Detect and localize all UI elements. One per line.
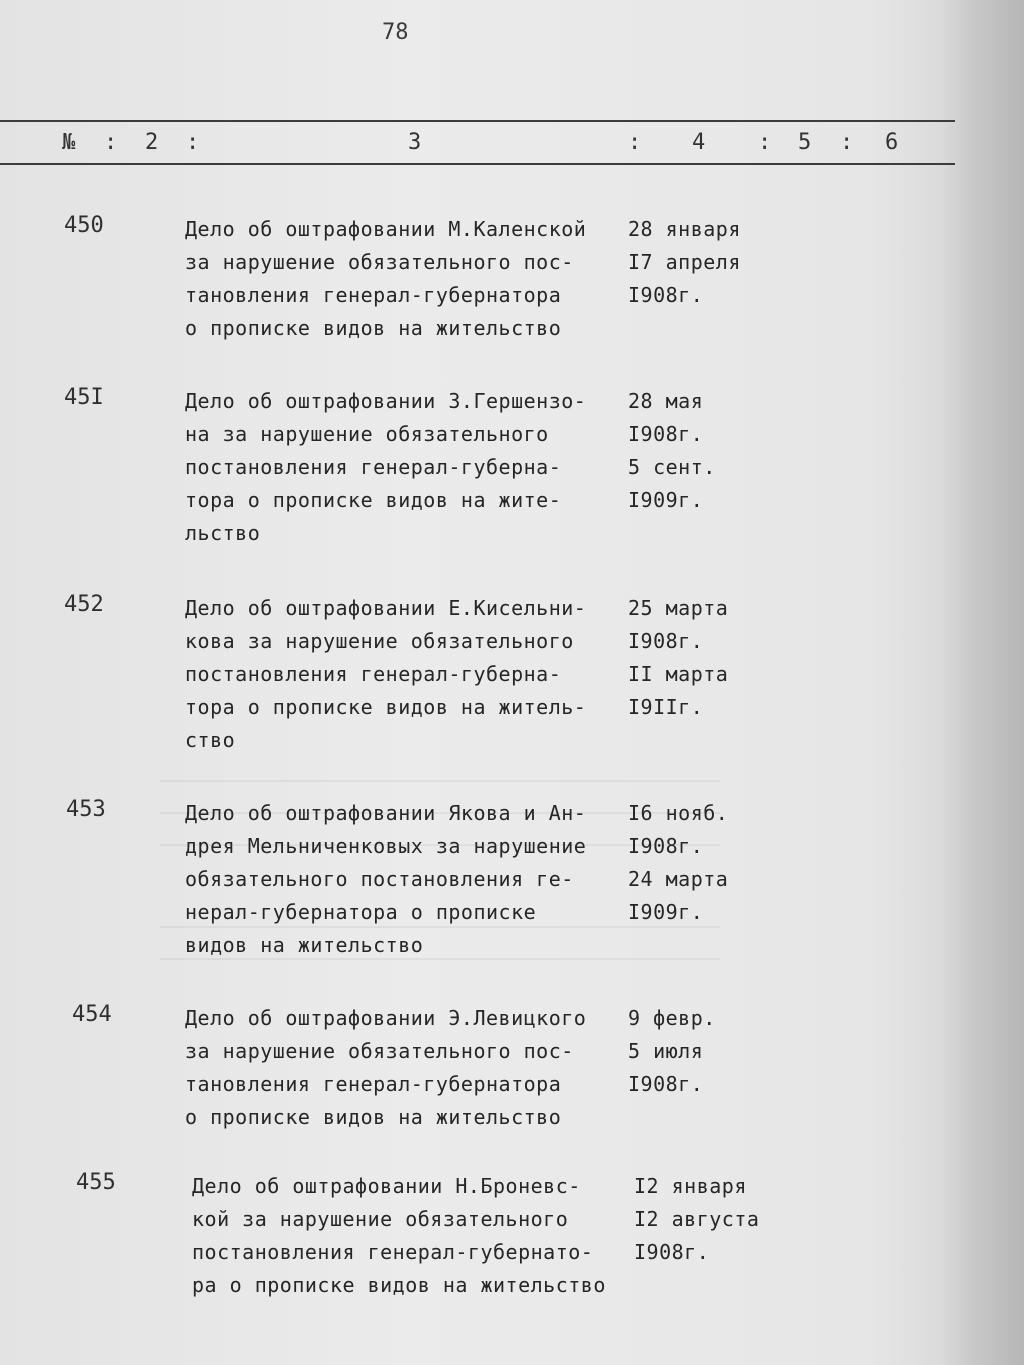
column-separator: : (186, 130, 200, 155)
date-line: 28 мая (628, 389, 704, 413)
description-line: о прописке видов на жительство (185, 1105, 562, 1129)
entry-description (185, 1002, 625, 1134)
description-line: Дело об оштрафовании Э.Левицкого (185, 1006, 587, 1030)
date-line: 5 июля (628, 1039, 704, 1063)
description-line: на за нарушение обязательного (185, 422, 549, 446)
description-line: Дело об оштрафовании М.Каленской (185, 217, 587, 241)
date-line: I2 августа (634, 1207, 760, 1231)
date-line: I908г. (628, 1072, 704, 1096)
description-line: постановления генерал-губернато- (192, 1240, 594, 1264)
column-separator: : (758, 130, 772, 155)
description-line: кой за нарушение обязательного (192, 1207, 569, 1231)
description-line: постановления генерал-губерна- (185, 455, 562, 479)
column-header-row (0, 130, 955, 160)
description-line: нерал-губернатора о прописке (185, 900, 537, 924)
entry-description (192, 1170, 632, 1302)
date-line: 28 января (628, 217, 741, 241)
description-line: видов на жительство (185, 933, 424, 957)
entry-number: 45I (64, 385, 104, 410)
description-line: ство (185, 728, 236, 752)
date-line: I9IIг. (628, 695, 704, 719)
entry-dates (628, 797, 788, 929)
date-line: I2 января (634, 1174, 747, 1198)
description-line: ра о прописке видов на жительство (192, 1273, 606, 1297)
page-fold-shadow (940, 0, 1024, 1365)
date-line: I6 нояб. (628, 801, 729, 825)
date-line: I908г. (628, 834, 704, 858)
column-header-5: 5 (798, 130, 812, 155)
entry-dates (628, 385, 788, 517)
description-line: обязательного постановления ге- (185, 867, 574, 891)
column-separator: : (104, 130, 118, 155)
entry-description (185, 385, 625, 550)
column-header-6: 6 (885, 130, 899, 155)
entry-dates (628, 592, 788, 724)
description-line: тора о прописке видов на житель- (185, 695, 587, 719)
date-line: 9 февр. (628, 1006, 716, 1030)
description-line: Дело об оштрафовании Н.Броневс- (192, 1174, 581, 1198)
entry-number: 455 (76, 1170, 116, 1195)
date-line: I908г. (628, 422, 704, 446)
date-line: I7 апреля (628, 250, 741, 274)
date-line: I908г. (628, 283, 704, 307)
description-line: Дело об оштрафовании Якова и Ан- (185, 801, 587, 825)
description-line: Дело об оштрафовании Е.Кисельни- (185, 596, 587, 620)
date-line: 24 марта (628, 867, 729, 891)
column-header-1: № (62, 130, 76, 155)
description-line: за нарушение обязательного пос- (185, 1039, 574, 1063)
description-line: за нарушение обязательного пос- (185, 250, 574, 274)
entry-description (185, 213, 625, 345)
description-line: льство (185, 521, 261, 545)
date-line: 25 марта (628, 596, 729, 620)
entry-number: 454 (72, 1002, 112, 1027)
description-line: дрея Мельниченковых за нарушение (185, 834, 587, 858)
column-separator: : (840, 130, 854, 155)
header-top-rule (0, 120, 955, 122)
page-number: 78 (382, 20, 409, 45)
description-line: тора о прописке видов на жите- (185, 488, 562, 512)
date-line: I909г. (628, 900, 704, 924)
entry-number: 450 (64, 213, 104, 238)
date-line: I908г. (634, 1240, 710, 1264)
description-line: Дело об оштрафовании З.Гершензо- (185, 389, 587, 413)
description-line: постановления генерал-губерна- (185, 662, 562, 686)
description-line: тановления генерал-губернатора (185, 283, 562, 307)
column-header-2: 2 (145, 130, 159, 155)
date-line: 5 сент. (628, 455, 716, 479)
column-separator: : (628, 130, 642, 155)
entry-number: 452 (64, 592, 104, 617)
date-line: II марта (628, 662, 729, 686)
header-bottom-rule (0, 163, 955, 165)
entry-dates (628, 1002, 788, 1101)
entry-description (185, 797, 625, 962)
entry-description (185, 592, 625, 757)
date-line: I909г. (628, 488, 704, 512)
entry-dates (628, 213, 788, 312)
description-line: тановления генерал-губернатора (185, 1072, 562, 1096)
entry-number: 453 (66, 797, 106, 822)
date-line: I908г. (628, 629, 704, 653)
entry-dates (634, 1170, 794, 1269)
column-header-4: 4 (692, 130, 706, 155)
column-header-3: 3 (408, 130, 422, 155)
description-line: кова за нарушение обязательного (185, 629, 574, 653)
description-line: о прописке видов на жительство (185, 316, 562, 340)
